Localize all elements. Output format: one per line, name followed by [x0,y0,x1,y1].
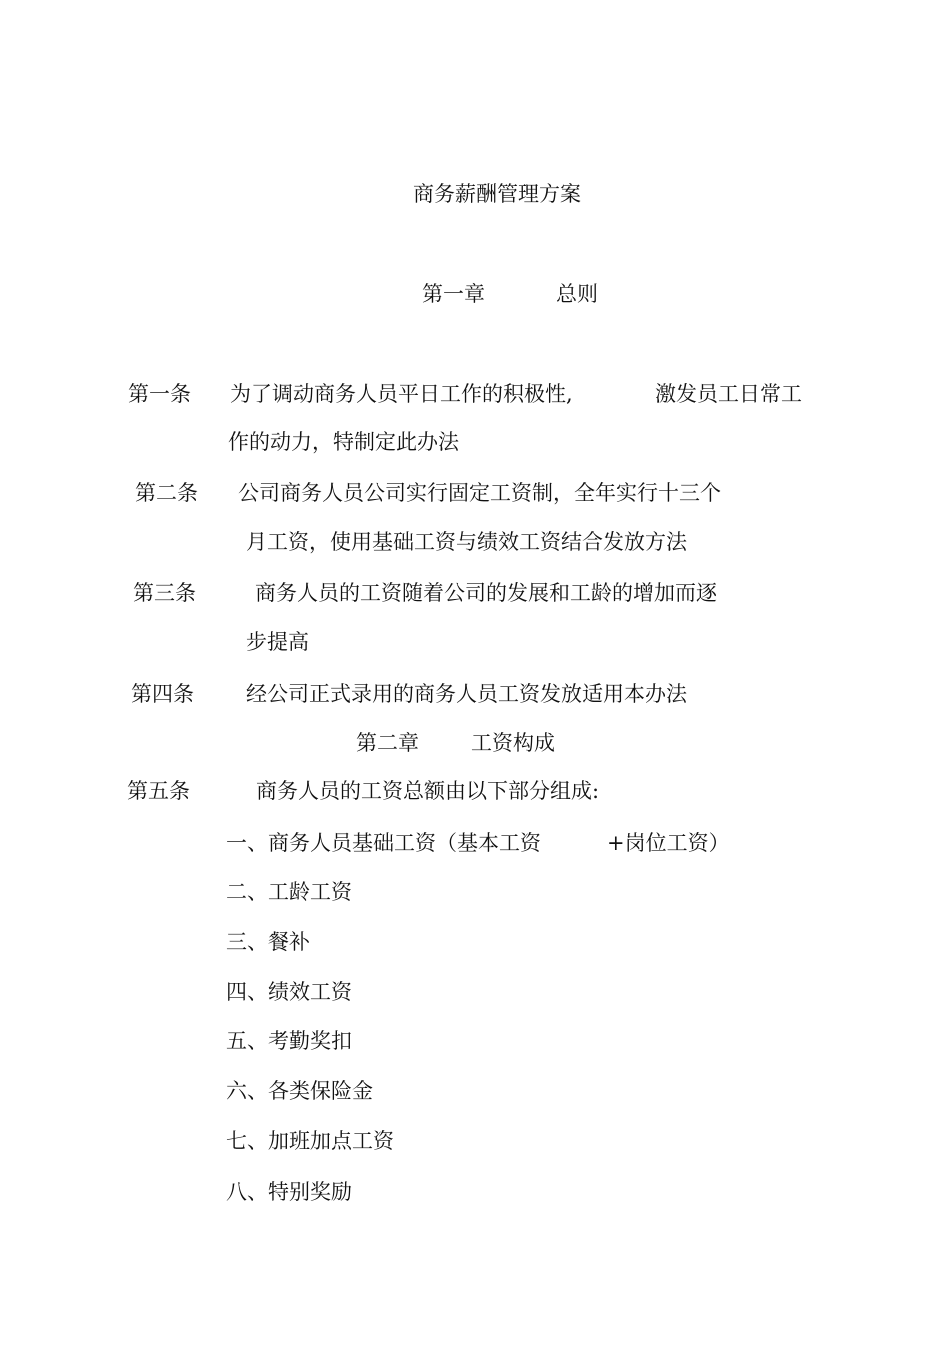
list-item-8: 八、特别奖励 [226,1180,352,1204]
chapter-2-name: 工资构成 [471,731,555,755]
list-item-2: 二、工龄工资 [226,880,352,904]
list-item-4: 四、绩效工资 [226,980,352,1004]
article-2-line-2: 月工资，使用基础工资与绩效工资结合发放方法 [246,530,687,554]
article-5-line-1: 商务人员的工资总额由以下部分组成: [256,779,600,803]
article-1-label: 第一条 [128,382,191,406]
document-title: 商务薪酬管理方案 [413,182,581,206]
article-4-label: 第四条 [131,682,194,706]
list-item-3: 三、餐补 [226,930,310,954]
article-4-line-1: 经公司正式录用的商务人员工资发放适用本办法 [246,682,687,706]
article-2-line-1: 公司商务人员公司实行固定工资制，全年实行十三个 [238,481,721,505]
article-5-label: 第五条 [127,779,190,803]
list-item-1b: +岗位工资） [607,831,730,855]
article-3-line-2: 步提高 [246,630,309,654]
chapter-1-name: 总则 [556,282,598,306]
article-3-line-1: 商务人员的工资随着公司的发展和工龄的增加而逐 [255,581,717,605]
article-2-label: 第二条 [135,481,198,505]
list-item-6: 六、各类保险金 [226,1079,373,1103]
list-item-1a: 一、商务人员基础工资（基本工资 [226,831,541,855]
list-item-5: 五、考勤奖扣 [226,1029,352,1053]
chapter-1-number: 第一章 [422,282,485,306]
article-1-line-1a: 为了调动商务人员平日工作的积极性, [230,382,573,406]
article-1-line-2: 作的动力，特制定此办法 [228,430,459,454]
list-item-7: 七、加班加点工资 [226,1129,394,1153]
article-3-label: 第三条 [133,581,196,605]
chapter-2-number: 第二章 [356,731,419,755]
article-1-line-1b: 激发员工日常工 [655,382,802,406]
